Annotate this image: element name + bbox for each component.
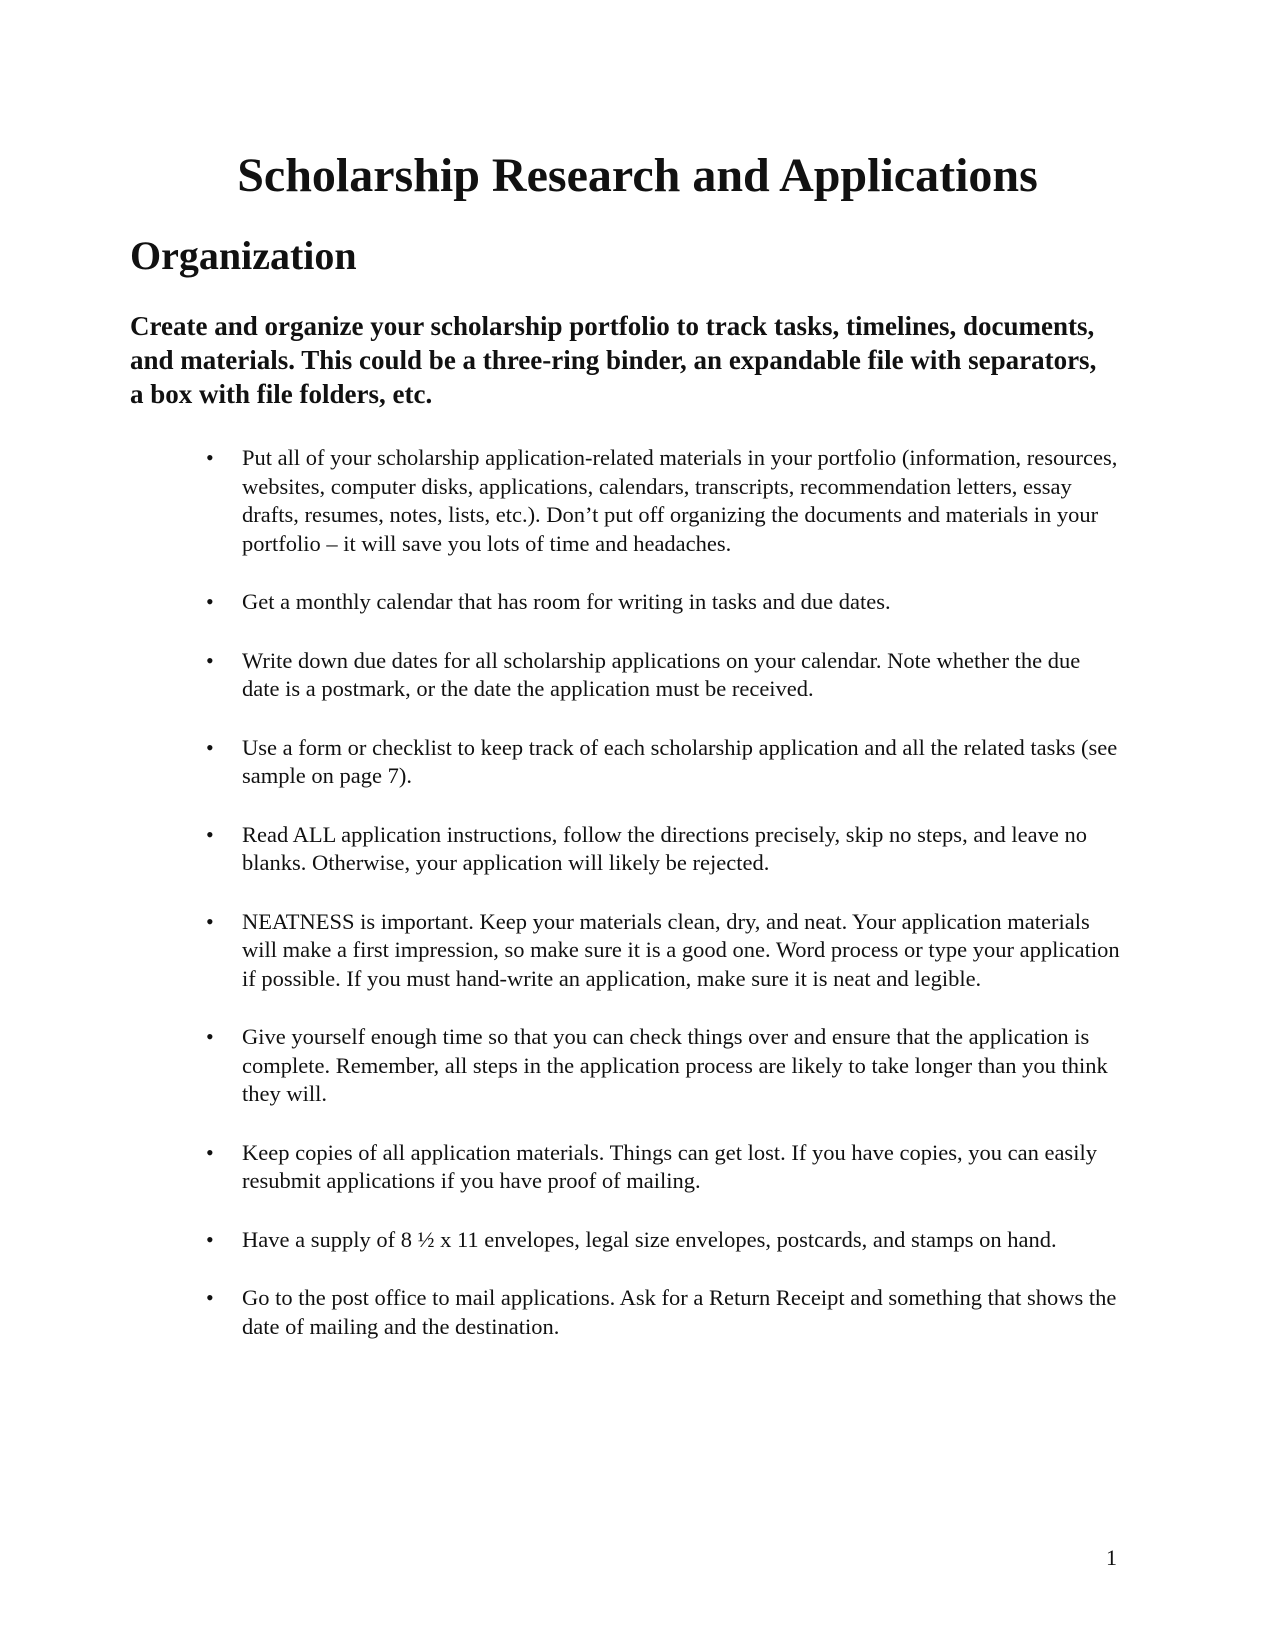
list-item-text: Get a monthly calendar that has room for writing in tasks and due dates. (242, 589, 891, 614)
bullet-icon: • (206, 589, 214, 614)
list-item-text: Read ALL application instructions, follow the directions precisely, skip no steps, and leave no blanks. Otherwise, your application will likely be rejected. (242, 821, 1088, 875)
list-item-text: Write down due dates for all scholarship applications on your calendar. Note whether the due date is a postmark, or the date the application must be received. (242, 647, 1081, 701)
list-item (0, 444, 1122, 558)
bullet-icon: • (206, 908, 214, 934)
bullet-icon: • (206, 1285, 214, 1310)
list-item (0, 734, 1122, 791)
list-item (0, 1139, 1122, 1196)
section-heading: Organization (130, 233, 357, 278)
list-item (0, 908, 1122, 994)
list-item (0, 1023, 1122, 1109)
bullet-icon: • (206, 734, 214, 760)
list-item-text: Use a form or checklist to keep track of each scholarship application and all the related tasks (see sample on page 7). (242, 734, 1118, 788)
list-item (0, 1284, 1122, 1341)
bullet-icon: • (206, 647, 214, 673)
bullet-icon: • (206, 821, 214, 847)
list-item-text: Go to the post office to mail applications. Ask for a Return Receipt and something that shows the date of mailing and the destination. (242, 1285, 1117, 1339)
list-item (0, 647, 1122, 704)
list-item-text: Have a supply of 8 ½ x 11 envelopes, legal size envelopes, postcards, and stamps on hand. (242, 1226, 1057, 1252)
page-number: 1 (1106, 1545, 1117, 1570)
list-item-text: NEATNESS is important. Keep your materials clean, dry, and neat. Your application materials will make a first impression, so make sure it is a good one. Word process or type your application if possible. If you must hand-write an application, make sure it is neat and legible. (242, 908, 1120, 991)
bullet-icon: • (206, 1226, 214, 1252)
intro-paragraph: Create and organize your scholarship portfolio to track tasks, timelines, documents, and materials. This could be a three-ring binder, an expandable file with separators, a box with file folders, etc. (130, 311, 1097, 409)
list-item-text: Put all of your scholarship application-related materials in your portfolio (information, resources, websites, computer disks, applications, calendars, transcripts, recommendation letters, essay drafts, resumes, notes, lists, etc.). Don’t put off organizing the documents and materials in your portfolio – it will save you lots of time and headaches. (242, 445, 1118, 556)
list-item-text: Give yourself enough time so that you can check things over and ensure that the application is complete. Remember, all steps in the application process are likely to take longer than you think they will. (242, 1024, 1108, 1106)
list-item-text: Keep copies of all application materials. Things can get lost. If you have copies, you can easily resubmit applications if you have proof of mailing. (242, 1139, 1097, 1193)
bullet-icon: • (206, 1139, 214, 1165)
bullet-list (0, 444, 1275, 1371)
bullet-icon: • (206, 445, 214, 470)
list-item (0, 1226, 1122, 1255)
document-title: Scholarship Research and Applications (237, 149, 1038, 202)
bullet-icon: • (206, 1024, 214, 1049)
list-item (0, 588, 1122, 617)
list-item (0, 821, 1122, 878)
